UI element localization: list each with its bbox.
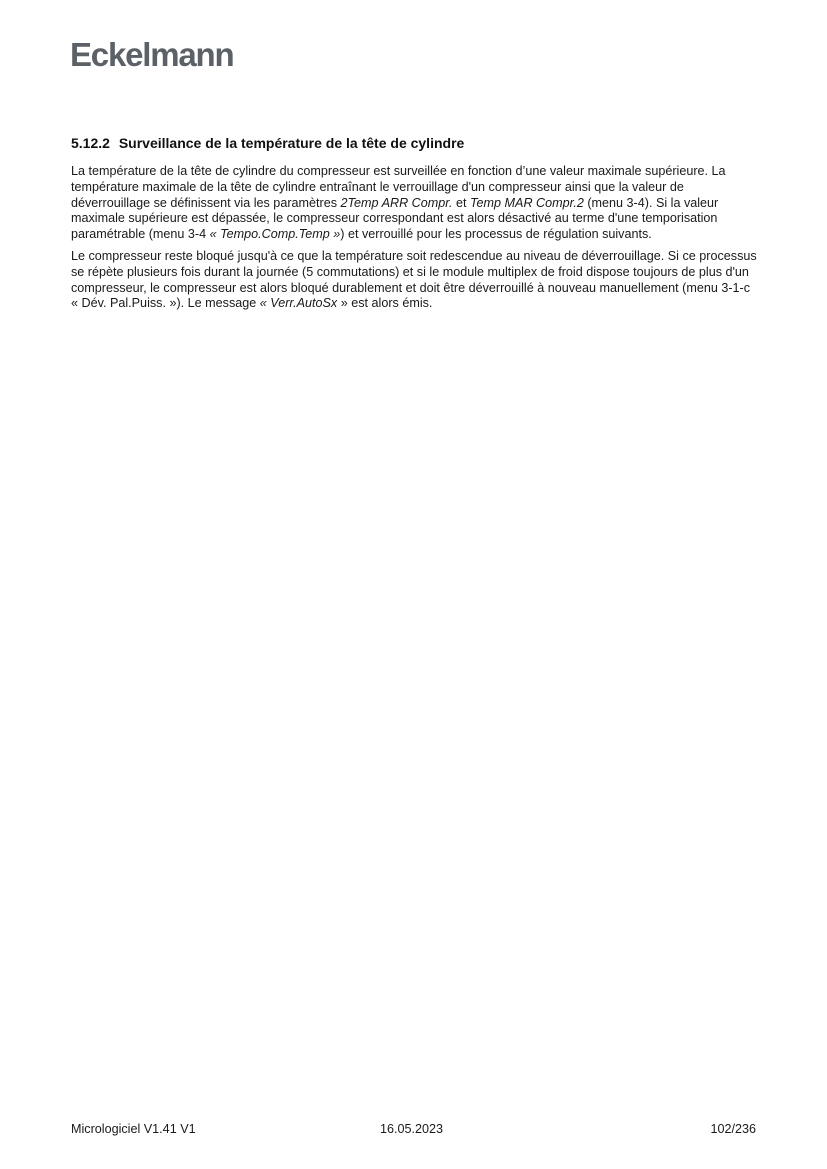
section-5-12-2: [71, 134, 759, 318]
param-tempo-comp-temp: « Tempo.Comp.Temp »: [209, 227, 341, 242]
paragraph-2-text-a: Le compresseur reste bloqué jusqu'à ce que la température soit redescendue au niveau de déverrouillage. Si ce processus se répète plusieurs fois durant la journée (5 commutations) et si le module multiplex de froid dispose toujours de plus d'un compresseur, le compresseur est alors bloqué durablement et doit être déverrouillé à nouveau manuellement (menu 3-1-c « Dév. Pal.Puiss. »). Le message: [71, 248, 757, 311]
paragraph-1-text-a: La température de la tête de cylindre du compresseur est surveillée en fonction d’une valeur maximale supérieure. La température maximale de la tête de cylindre entraînant le verrouillage d'un compresseur ainsi que la valeur de déverrouillage se définissent via les paramètres: [71, 164, 726, 210]
footer-firmware: Micrologiciel V1.41 V1: [71, 1122, 196, 1136]
paragraph-1: [71, 164, 759, 243]
paragraph-1-text-d: ) et verrouillé pour les processus de régulation suivants.: [340, 227, 652, 242]
message-verr-autosx: « Verr.AutoSx: [259, 296, 338, 311]
section-number: 5.12.2: [71, 135, 110, 151]
section-title: Surveillance de la température de la tête de cylindre: [118, 135, 465, 151]
paragraph-2-text-b: » est alors émis.: [337, 296, 433, 311]
footer-page-number: 102/236: [710, 1122, 756, 1136]
section-heading: [71, 134, 759, 152]
paragraph-1-text-c: (menu 3-4). Si la valeur maximale supérieure est dépassée, le compresseur correspondant est alors désactivé au terme d'une temporisation paramétrable (menu 3-4: [71, 195, 719, 242]
paragraph-2: [71, 249, 759, 312]
paragraph-1-text-b: et: [452, 195, 471, 210]
eckelmann-logo: Eckelmann: [70, 36, 234, 73]
footer-date: 16.05.2023: [380, 1122, 444, 1136]
param-temp-mar-compr2: Temp MAR Compr.2: [470, 195, 584, 210]
param-2temp-arr-compr: 2Temp ARR Compr.: [340, 195, 453, 210]
